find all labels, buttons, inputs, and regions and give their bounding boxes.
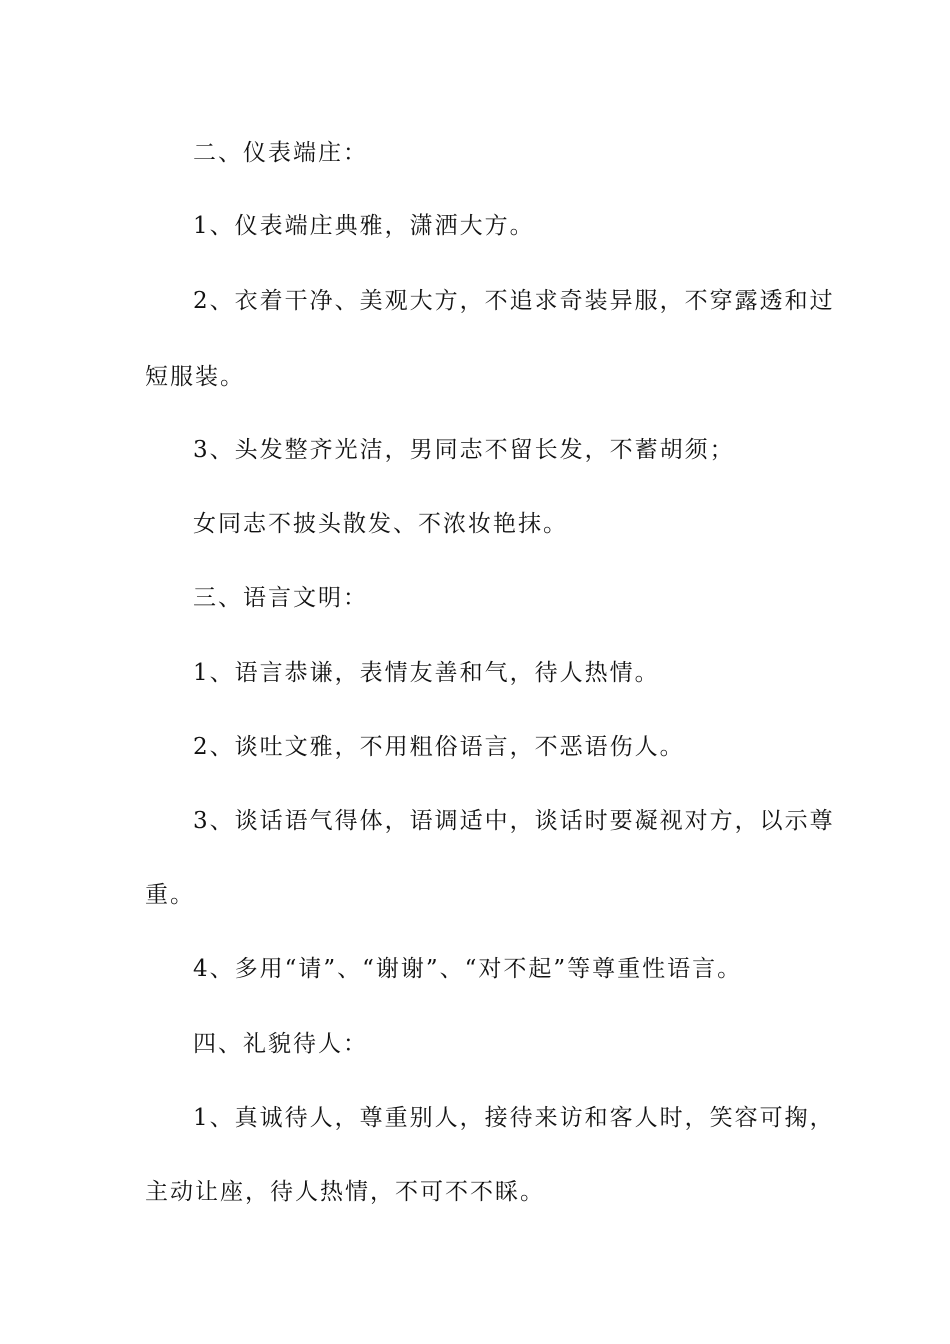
paragraph: 3、谈话语气得体，语调适中，谈话时要凝视对方，以示尊 xyxy=(193,808,835,834)
paragraph-continuation: 短服装。 xyxy=(145,364,245,390)
paragraph: 2、谈吐文雅，不用粗俗语言，不恶语伤人。 xyxy=(193,734,685,760)
paragraph-continuation: 重。 xyxy=(145,882,195,908)
paragraph-continuation: 主动让座，待人热情，不可不不睬。 xyxy=(145,1179,545,1205)
paragraph: 1、仪表端庄典雅，潇洒大方。 xyxy=(193,213,535,239)
paragraph: 2、衣着干净、美观大方，不追求奇装异服，不穿露透和过 xyxy=(193,288,835,314)
paragraph: 1、真诚待人，尊重别人，接待来访和客人时，笑容可掬， xyxy=(193,1105,835,1131)
section-heading: 四、礼貌待人： xyxy=(193,1031,368,1057)
paragraph: 1、语言恭谦，表情友善和气，待人热情。 xyxy=(193,660,660,686)
paragraph: 3、头发整齐光洁，男同志不留长发，不蓄胡须； xyxy=(193,437,735,463)
paragraph: 4、多用“请”、“谢谢”、“对不起”等尊重性语言。 xyxy=(193,956,743,982)
section-heading: 三、语言文明： xyxy=(193,585,368,611)
section-heading: 二、仪表端庄： xyxy=(193,140,368,166)
paragraph: 女同志不披头散发、不浓妆艳抹。 xyxy=(193,511,568,537)
